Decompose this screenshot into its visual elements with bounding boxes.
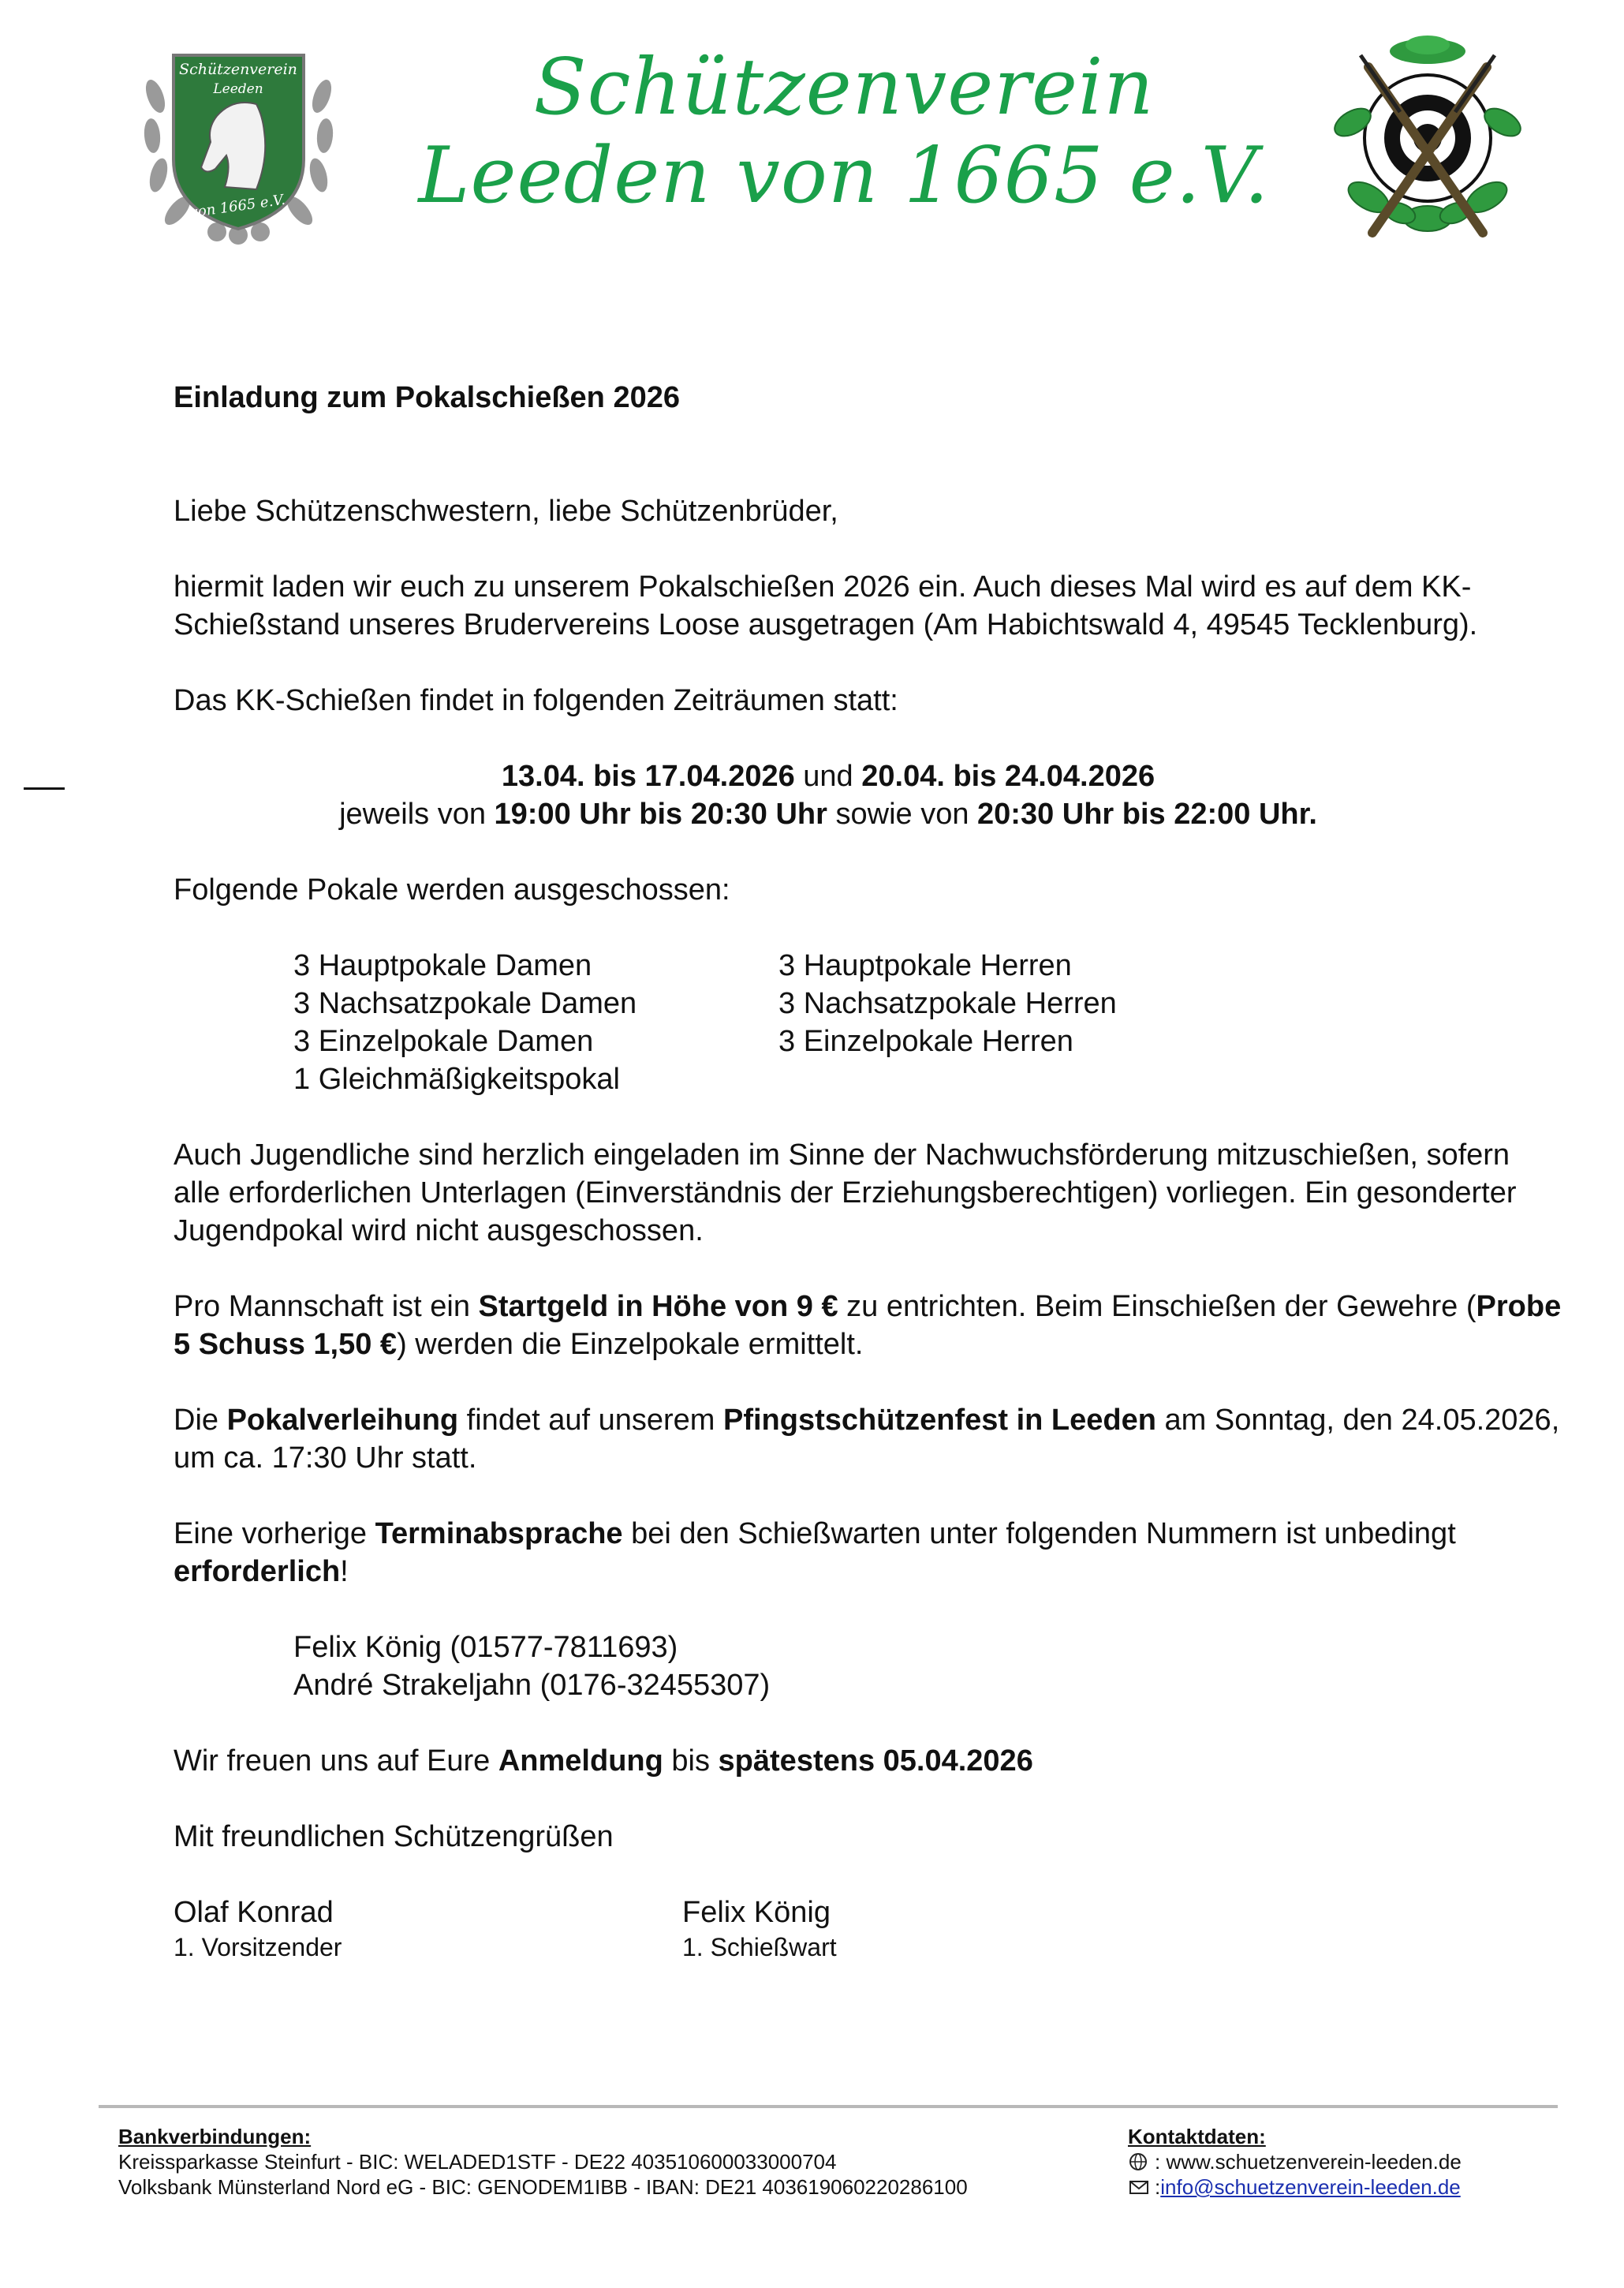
award-text-2: findet auf unserem (458, 1404, 723, 1437)
fee-text-3: ) werden die Einzelpokale ermittelt. (397, 1328, 864, 1361)
closing: Mit freundlichen Schützengrüßen (174, 1820, 614, 1853)
crest-text-mid: Leeden (213, 81, 263, 97)
contact-felix: Felix König (01577-7811693) (293, 1631, 678, 1664)
email-row (1128, 2174, 1570, 2200)
signatures (174, 1894, 1562, 1963)
signature-name: Olaf Konrad (174, 1896, 334, 1929)
intro-paragraph: hiermit laden wir euch zu unserem Pokalschießen 2026 ein. Auch dieses Mal wird es auf dem KK-Schießstand unseres Brudervereins Loose ausgetragen (Am Habichtswald 4, 49545 Tecklenburg). (174, 570, 1478, 641)
schedule-intro: Das KK-Schießen findet in folgenden Zeiträumen statt: (174, 684, 898, 717)
trophy-column-damen (293, 947, 778, 1098)
appointment-paragraph (174, 1515, 1562, 1591)
salutation: Liebe Schützenschwestern, liebe Schützenbrüder, (174, 495, 838, 528)
trophy-list (174, 947, 1562, 1098)
signature-block (682, 1894, 1191, 1963)
award-text-1: Die (174, 1404, 227, 1437)
award-text-3: am Sonntag, den 24.05.2026, um ca. 17:30 Uhr statt. (174, 1404, 1560, 1475)
club-title-line1: Schützenverein (533, 43, 1155, 133)
bank-line: Volksbank Münsterland Nord eG - BIC: GENODEM1IBB - IBAN: DE21 403619060220286100 (118, 2175, 968, 2199)
appointment-text-3: ! (340, 1555, 349, 1588)
envelope-icon (1128, 2177, 1152, 2197)
club-title-line2: Leeden von 1665 e.V. (418, 131, 1270, 221)
trophy-column-herren (778, 947, 1264, 1098)
appointment-term: Terminabsprache (375, 1517, 623, 1550)
youth-paragraph: Auch Jugendliche sind herzlich eingeladen im Sinne der Nachwuchsförderung mitzuschießen, sofern alle erforderlichen Unterlagen (Einverständnis der Erziehungsberechtigen) vorliegen. Ein gesonderter Jugendpokal wird nicht ausgeschossen. (174, 1138, 1517, 1247)
website-row (1128, 2149, 1570, 2174)
signature-block (174, 1894, 682, 1963)
appointment-text-1: Eine vorherige (174, 1517, 375, 1550)
website-link[interactable]: : www.schuetzenverein-leeden.de (1155, 2150, 1462, 2174)
appointment-text-2: bei den Schießwarten unter folgenden Nummern ist unbedingt (622, 1517, 1456, 1550)
trophies-intro: Folgende Pokale werden ausgeschossen: (174, 873, 730, 907)
crossed-rifles-target-icon (1325, 36, 1530, 247)
award-festival: Pfingstschützenfest in Leeden (722, 1404, 1156, 1437)
footer-divider (99, 2105, 1558, 2108)
period-2: 20.04. bis 24.04.2026 (861, 760, 1155, 793)
crest-text-bottom: von 1665 e.V. (189, 191, 287, 222)
club-crest-horse-icon (138, 49, 339, 246)
award-ceremony: Pokalverleihung (226, 1404, 459, 1437)
contact-list (174, 1628, 1562, 1704)
time-slot-1: 19:00 Uhr bis 20:30 Uhr (494, 798, 827, 831)
globe-icon (1128, 2152, 1152, 2172)
period-connector: und (794, 760, 862, 793)
list-item: 3 Hauptpokale Damen (293, 949, 592, 982)
list-item: 1 Gleichmäßigkeitspokal (293, 1063, 620, 1096)
signature-role: 1. Vorsitzender (174, 1933, 342, 1961)
list-item: 3 Einzelpokale Damen (293, 1025, 594, 1058)
fee-paragraph (174, 1288, 1562, 1363)
signature-name: Felix König (682, 1896, 831, 1929)
time-slot-2: 20:30 Uhr bis 22:00 Uhr. (977, 798, 1317, 831)
times-prefix: jeweils von (339, 798, 495, 831)
times-connector: sowie von (827, 798, 978, 831)
fee-text-1: Pro Mannschaft ist ein (174, 1290, 479, 1323)
fee-probe: Probe 5 Schuss 1,50 € (174, 1290, 1562, 1361)
letter-heading: Einladung zum Pokalschießen 2026 (174, 381, 680, 414)
footer-contact (1128, 2124, 1570, 2200)
letter-body (174, 379, 1562, 1963)
crest-text-top: Schützenverein (179, 61, 297, 78)
club-title (331, 43, 1357, 220)
registration-term: Anmeldung (498, 1744, 663, 1778)
contact-andre: André Strakeljahn (0176-32455307) (293, 1669, 771, 1702)
schedule-times (174, 795, 1562, 833)
email-link[interactable]: info@schuetzenverein-leeden.de (1160, 2175, 1461, 2199)
email-separator: : (1155, 2175, 1161, 2199)
registration-deadline: spätestens 05.04.2026 (718, 1744, 1033, 1778)
fold-mark (24, 787, 65, 790)
fee-amount: Startgeld in Höhe von 9 € (478, 1290, 838, 1323)
registration-text-1: Wir freuen uns auf Eure (174, 1744, 498, 1778)
schedule-dates (174, 757, 1562, 795)
list-item: 3 Einzelpokale Herren (778, 1025, 1073, 1058)
list-item: 3 Hauptpokale Herren (778, 949, 1072, 982)
period-1: 13.04. bis 17.04.2026 (501, 760, 795, 793)
registration-paragraph (174, 1742, 1562, 1780)
award-paragraph (174, 1401, 1562, 1477)
fee-text-2: zu entrichten. Beim Einschießen der Gewehre ( (838, 1290, 1477, 1323)
footer-bank (118, 2124, 1104, 2200)
appointment-required: erforderlich (174, 1555, 341, 1588)
registration-text-2: bis (663, 1744, 719, 1778)
list-item: 3 Nachsatzpokale Herren (778, 987, 1117, 1020)
signature-role: 1. Schießwart (682, 1933, 837, 1961)
bank-line: Kreissparkasse Steinfurt - BIC: WELADED1STF - DE22 403510600033000704 (118, 2150, 837, 2174)
bank-heading: Bankverbindungen: (118, 2125, 312, 2148)
list-item: 3 Nachsatzpokale Damen (293, 987, 637, 1020)
contact-heading: Kontaktdaten: (1128, 2125, 1266, 2148)
